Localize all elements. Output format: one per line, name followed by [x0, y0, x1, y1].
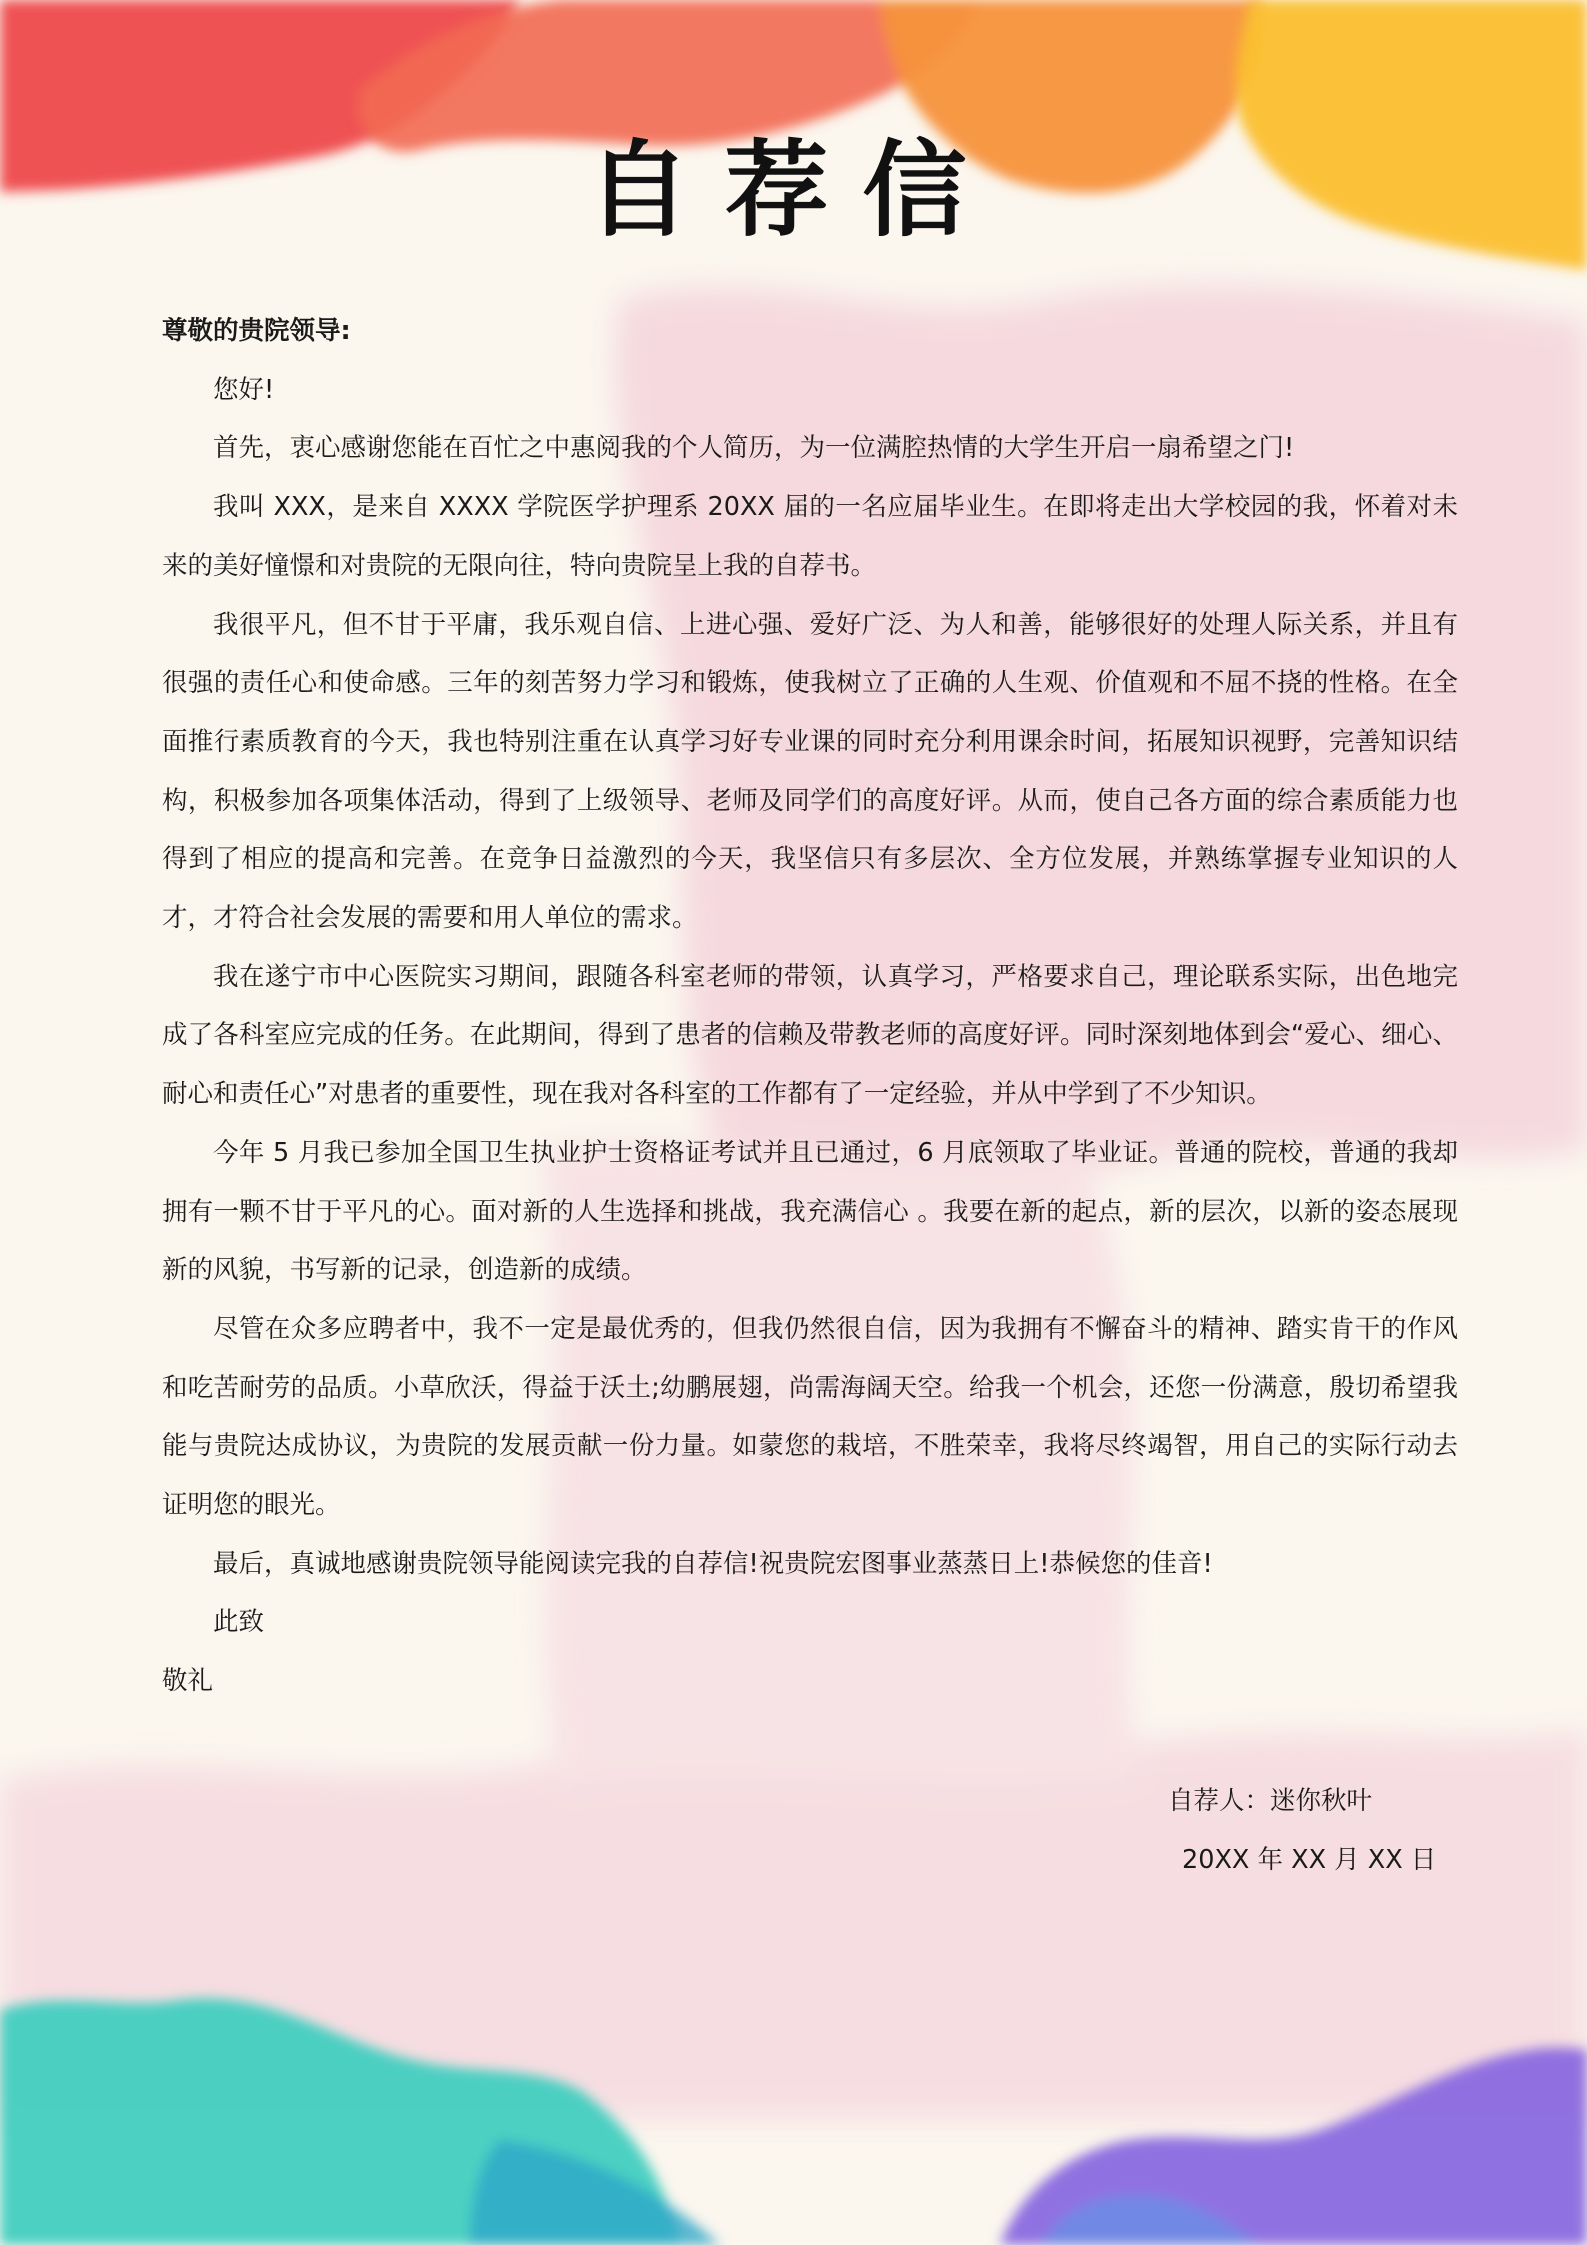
paragraph-intro: 我叫 XXX，是来自 XXXX 学院医学护理系 20XX 届的一名应届毕业生。在即将走出大学校园的我，怀着对未来的美好憧憬和对贵院的无限向往，特向贵院呈上我的自荐书。 [162, 492, 1458, 581]
closing-ci-zhi: 此致 [213, 1607, 265, 1638]
letter-body [162, 302, 1458, 1711]
salutation: 尊敬的贵院领导: [162, 316, 351, 346]
closing-jing-li: 敬礼 [162, 1666, 214, 1697]
paragraph-internship: 我在遂宁市中心医院实习期间，跟随各科室老师的带领，认真学习，严格要求自己，理论联系实际，出色地完成了各科室应完成的任务。在此期间，得到了患者的信赖及带教老师的高度好评。同时深刻地体到会“爱心、细心、耐心和责任心”对患者的重要性，现在我对各科室的工作都有了一定经验，并从中学到了不少知识。 [162, 961, 1458, 1110]
paragraph-qualification: 今年 5 月我已参加全国卫生执业护士资格证考试并且已通过，6 月底领取了毕业证。普通的院校，普通的我却拥有一颗不甘于平凡的心。面对新的人生选择和挑战，我充满信心 。我要在新的起点，新的层次，以新的姿态展现新的风貌，书写新的记录，创造新的成绩。 [162, 1137, 1458, 1286]
paragraph-thanks: 首先，衷心感谢您能在百忙之中惠阅我的个人简历，为一位满腔热情的大学生开启一扇希望之门! [213, 433, 1295, 464]
paragraph-character: 我很平凡，但不甘于平庸，我乐观自信、上进心强、爱好广泛、为人和善，能够很好的处理人际关系，并且有很强的责任心和使命感。三年的刻苦努力学习和锻炼，使我树立了正确的人生观、价值观和不屈不挠的性格。在全面推行素质教育的今天，我也特别注重在认真学习好专业课的同时充分利用课余时间，拓展知识视野，完善知识结构，积极参加各项集体活动，得到了上级领导、老师及同学们的高度好评。从而，使自己各方面的综合素质能力也得到了相应的提高和完善。在竞争日益激烈的今天，我坚信只有多层次、全方位发展，并熟练掌握专业知识的人才，才符合社会发展的需要和用人单位的需求。 [162, 609, 1458, 934]
paragraph-confidence: 尽管在众多应聘者中，我不一定是最优秀的，但我仍然很自信，因为我拥有不懈奋斗的精神、踏实肯干的作风和吃苦耐劳的品质。小草欣沃，得益于沃土;幼鹏展翅，尚需海阔天空。给我一个机会，还您一份满意，殷切希望我能与贵院达成协议，为贵院的发展贡献一份力量。如蒙您的栽培，不胜荣幸，我将尽终竭智，用自己的实际行动去证明您的眼光。 [162, 1313, 1458, 1521]
signature: 自荐人：迷你秋叶 [1168, 1786, 1373, 1816]
letter-date: 20XX 年 XX 月 XX 日 [1182, 1845, 1437, 1875]
paragraph-closing: 最后，真诚地感谢贵院领导能阅读完我的自荐信!祝贵院宏图事业蒸蒸日上!恭候您的佳音! [213, 1548, 1213, 1579]
greeting: 您好! [213, 374, 275, 405]
letter-title: 自荐信 [586, 128, 1001, 251]
